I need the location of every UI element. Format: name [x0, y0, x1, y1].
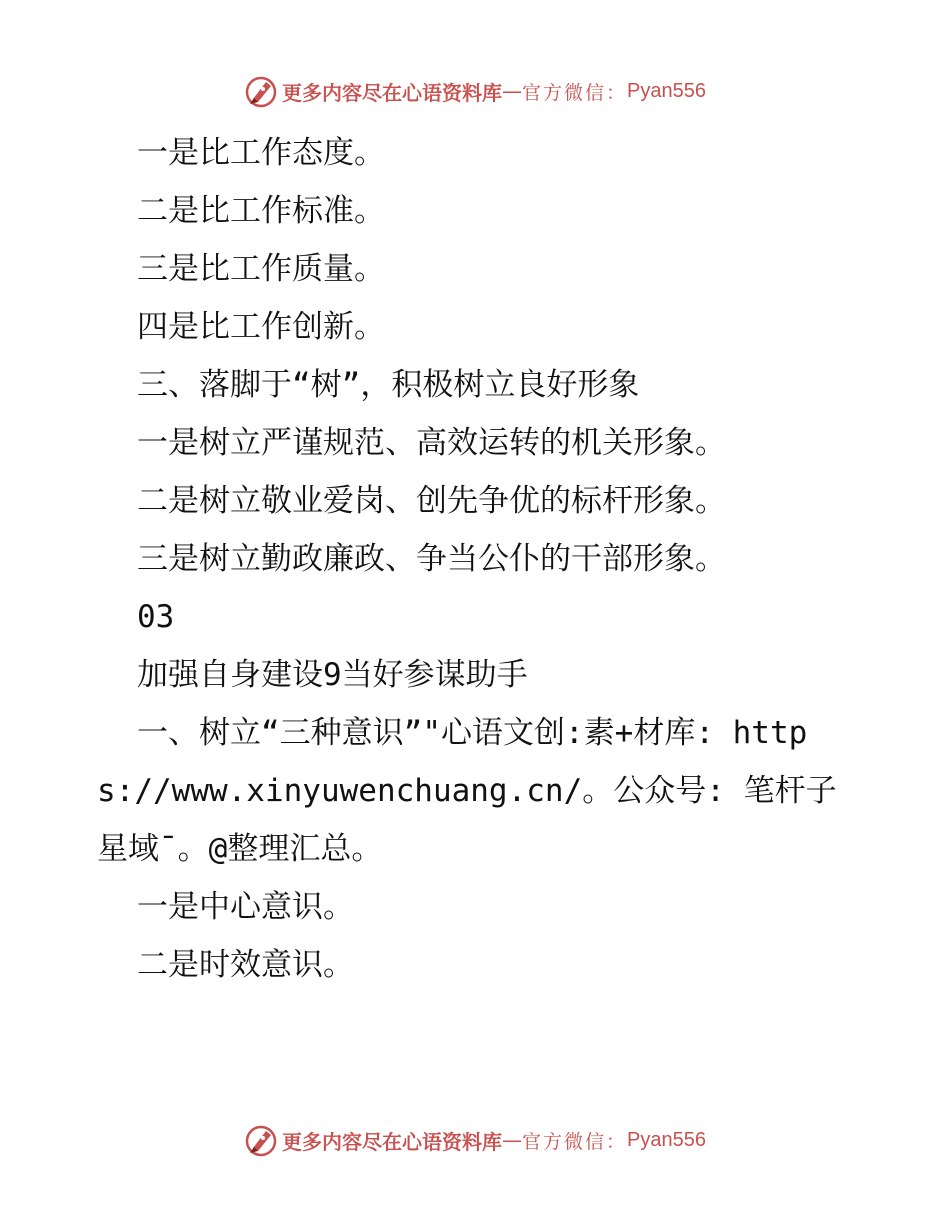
pen-nib-logo-icon — [244, 74, 278, 108]
header-banner — [0, 71, 950, 111]
section-number: 03 — [137, 599, 175, 635]
banner-wechat-label: 官方微信： — [522, 1130, 628, 1153]
body-line: 二是比工作标准。 — [137, 193, 385, 229]
banner-separator: — — [502, 79, 522, 103]
banner-main-text: 更多内容尽在心语资料库 — [282, 1129, 502, 1154]
banner-wechat-label: 官方微信： — [522, 81, 628, 104]
banner-main-text: 更多内容尽在心语资料库 — [282, 80, 502, 105]
pen-nib-logo-icon — [244, 1123, 278, 1157]
wrapped-paragraph: 一、树立“三种意识”"心语文创:素+材库: https://www.xinyuwenchuang.cn/。公众号: 笔杆子星域¯。@整理汇总。 — [97, 715, 837, 867]
body-line: 一是树立严谨规范、高效运转的机关形象。 — [137, 425, 726, 461]
body-line: 一是中心意识。 — [137, 889, 354, 925]
body-line: 三是比工作质量。 — [137, 251, 385, 287]
section-heading: 三、落脚于“树”，积极树立良好形象 — [137, 367, 640, 403]
banner-wechat-id: Pyan556 — [627, 79, 706, 102]
body-line: 四是比工作创新。 — [137, 309, 385, 345]
body-line: 二是树立敬业爱岗、创先争优的标杆形象。 — [137, 483, 726, 519]
banner-wechat-id: Pyan556 — [627, 1128, 706, 1151]
document-body — [97, 124, 857, 994]
body-line: 一是比工作态度。 — [137, 135, 385, 171]
body-line: 三是树立勤政廉政、争当公仆的干部形象。 — [137, 541, 726, 577]
banner-separator: — — [502, 1128, 522, 1152]
body-line: 二是时效意识。 — [137, 947, 354, 983]
section-title: 加强自身建设9当好参谋助手 — [137, 657, 528, 693]
footer-banner — [0, 1120, 950, 1160]
